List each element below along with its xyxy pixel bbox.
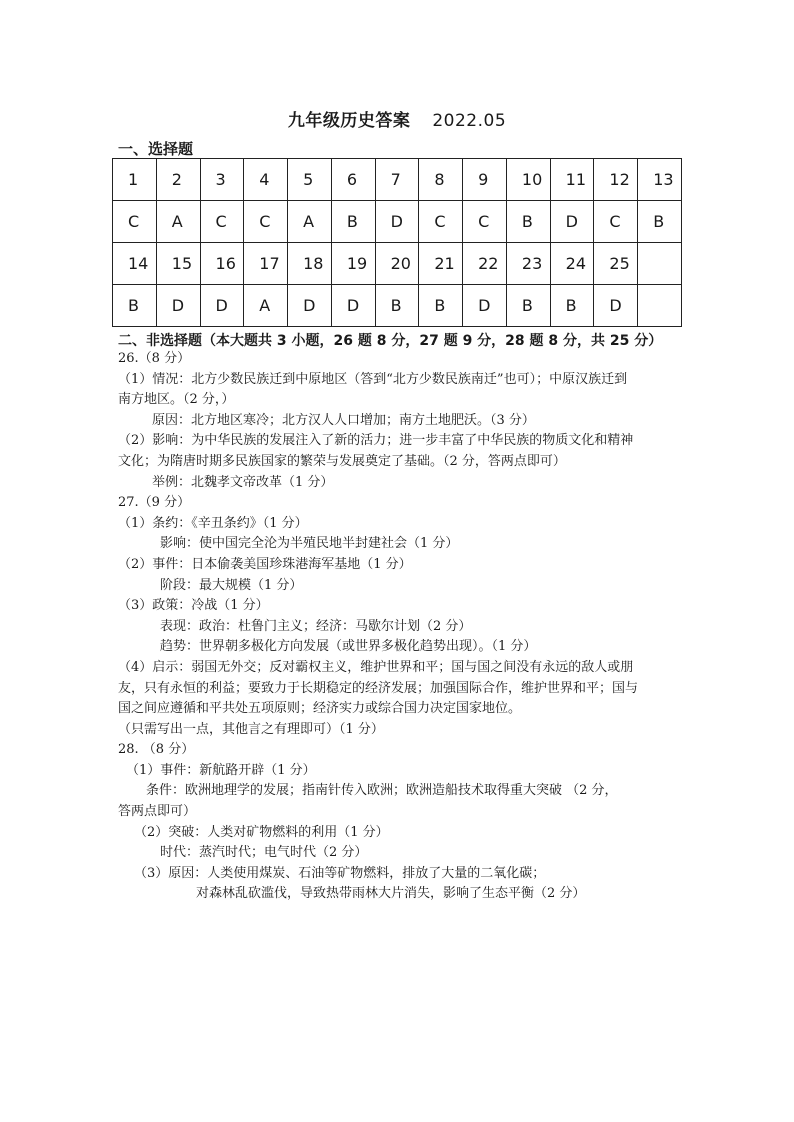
answer-cell: C xyxy=(244,201,288,243)
q27-4-insight: （4）启示：弱国无外交；反对霸权主义，维护世界和平；国与国之间没有永远的敌人或朋 xyxy=(118,659,634,675)
title-text: 九年级历史答案 xyxy=(287,111,411,131)
q27-4-note: （只需写出一点，其他言之有理即可）（1 分） xyxy=(118,721,384,737)
q28-heading: 28. （8 分） xyxy=(118,742,195,758)
question-number-cell: 22 xyxy=(463,243,507,285)
answer-cell: B xyxy=(550,285,594,327)
answer-cell: C xyxy=(200,201,244,243)
q27-4-insight-cont-2: 国之间应遵循和平共处五项原则；经济实力或综合国力决定国家地位。 xyxy=(118,701,522,717)
answer-cell: B xyxy=(419,285,463,327)
answer-cell: A xyxy=(288,201,332,243)
q26-1-situation: （1）情况：北方少数民族迁到中原地区（答到“北方少数民族南迁”也可）；中原汉族迁到 xyxy=(118,371,628,387)
question-number-cell: 25 xyxy=(594,243,638,285)
answer-cell: D xyxy=(156,285,200,327)
question-number-cell: 1 xyxy=(113,159,157,201)
q27-1-impact: 影响：使中国完全沦为半殖民地半封建社会（1 分） xyxy=(160,536,459,552)
answer-cell: B xyxy=(638,201,682,243)
answer-key-row xyxy=(113,201,682,243)
answer-cell: A xyxy=(156,201,200,243)
question-number-cell: 13 xyxy=(638,159,682,201)
q26-2-impact-cont: 文化；为隋唐时期多民族国家的繁荣与发展奠定了基础。（2 分，答两点即可） xyxy=(118,453,566,469)
answer-body xyxy=(118,349,688,905)
q27-3-policy: （3）政策：冷战（1 分） xyxy=(118,598,269,614)
q27-2-event: （2）事件：日本偷袭美国珍珠港海军基地（1 分） xyxy=(118,556,412,572)
question-number-cell: 14 xyxy=(113,243,157,285)
q26-1-situation-cont: 南方地区。（2 分，） xyxy=(118,392,235,408)
q28-3-reason: （3）原因：人类使用煤炭、石油等矿物燃料，排放了大量的二氧化碳； xyxy=(134,865,546,881)
question-number-cell: 17 xyxy=(244,243,288,285)
q26-heading: 26.（8 分） xyxy=(118,351,191,366)
page-title xyxy=(0,106,794,131)
q27-1-treaty: （1）条约：《辛丑条约》（1 分） xyxy=(118,515,308,531)
answer-cell: D xyxy=(331,285,375,327)
question-number-cell: 3 xyxy=(200,159,244,201)
answer-cell: B xyxy=(375,285,419,327)
section-nonchoice-heading: 二、非选择题（本大题共 3 小题，26 题 8 分，27 题 9 分，28 题 8 分，共 25 分） xyxy=(118,333,663,349)
answer-cell: B xyxy=(331,201,375,243)
answer-key-row xyxy=(113,285,682,327)
question-number-cell: 12 xyxy=(594,159,638,201)
question-number-cell: 15 xyxy=(156,243,200,285)
q28-1-conditions: 条件：欧洲地理学的发展；指南针传入欧洲；欧洲造船技术取得重大突破 （2 分， xyxy=(146,783,618,799)
answer-cell: C xyxy=(594,201,638,243)
answer-cell: D xyxy=(463,285,507,327)
question-number-cell: 7 xyxy=(375,159,419,201)
question-number-cell: 10 xyxy=(506,159,550,201)
answer-cell: D xyxy=(550,201,594,243)
answer-cell xyxy=(638,285,682,327)
choice-answer-table xyxy=(112,158,682,327)
q28-2-breakthrough: （2）突破：人类对矿物燃料的利用（1 分） xyxy=(134,824,389,840)
answer-cell: D xyxy=(594,285,638,327)
answer-cell: A xyxy=(244,285,288,327)
answer-cell: C xyxy=(463,201,507,243)
question-number-cell: 23 xyxy=(506,243,550,285)
question-number-row xyxy=(113,159,682,201)
question-number-cell xyxy=(638,243,682,285)
question-number-row xyxy=(113,243,682,285)
question-number-cell: 8 xyxy=(419,159,463,201)
answer-cell: B xyxy=(506,285,550,327)
answer-cell: B xyxy=(113,285,157,327)
answer-cell: D xyxy=(375,201,419,243)
q27-2-stage: 阶段：最大规模（1 分） xyxy=(160,577,303,593)
answer-cell: C xyxy=(113,201,157,243)
q27-heading: 27.（9 分） xyxy=(118,495,191,511)
question-number-cell: 2 xyxy=(156,159,200,201)
question-number-cell: 21 xyxy=(419,243,463,285)
q28-1-event: （1）事件：新航路开辟（1 分） xyxy=(126,762,316,778)
q26-1-reason: 原因：北方地区寒冷；北方汉人人口增加；南方土地肥沃。（3 分） xyxy=(152,412,535,428)
question-number-cell: 6 xyxy=(331,159,375,201)
title-date: 2022.05 xyxy=(432,111,507,131)
section-choice-heading: 一、选择题 xyxy=(118,140,194,158)
q28-3-reason-cont: 对森林乱砍滥伐，导致热带雨林大片消失，影响了生态平衡（2 分） xyxy=(196,886,586,902)
answer-cell: D xyxy=(288,285,332,327)
q26-2-example: 举例：北魏孝文帝改革（1 分） xyxy=(152,474,334,490)
question-number-cell: 11 xyxy=(550,159,594,201)
question-number-cell: 19 xyxy=(331,243,375,285)
answer-cell: D xyxy=(200,285,244,327)
q27-3-performance: 表现：政治：杜鲁门主义；经济：马歇尔计划（2 分） xyxy=(160,618,472,634)
question-number-cell: 16 xyxy=(200,243,244,285)
q28-2-era: 时代：蒸汽时代；电气时代（2 分） xyxy=(160,845,368,861)
question-number-cell: 24 xyxy=(550,243,594,285)
q27-3-trend: 趋势：世界朝多极化方向发展（或世界多极化趋势出现）。（1 分） xyxy=(160,639,537,655)
q27-4-insight-cont-1: 友，只有永恒的利益；要致力于长期稳定的经济发展；加强国际合作，维护世界和平；国与 xyxy=(118,680,639,696)
answer-cell: B xyxy=(506,201,550,243)
q28-1-conditions-cont: 答两点即可） xyxy=(118,804,197,820)
question-number-cell: 4 xyxy=(244,159,288,201)
answer-cell: C xyxy=(419,201,463,243)
q26-2-impact: （2）影响：为中华民族的发展注入了新的活力；进一步丰富了中华民族的物质文化和精神 xyxy=(118,433,634,449)
question-number-cell: 18 xyxy=(288,243,332,285)
question-number-cell: 9 xyxy=(463,159,507,201)
question-number-cell: 5 xyxy=(288,159,332,201)
question-number-cell: 20 xyxy=(375,243,419,285)
